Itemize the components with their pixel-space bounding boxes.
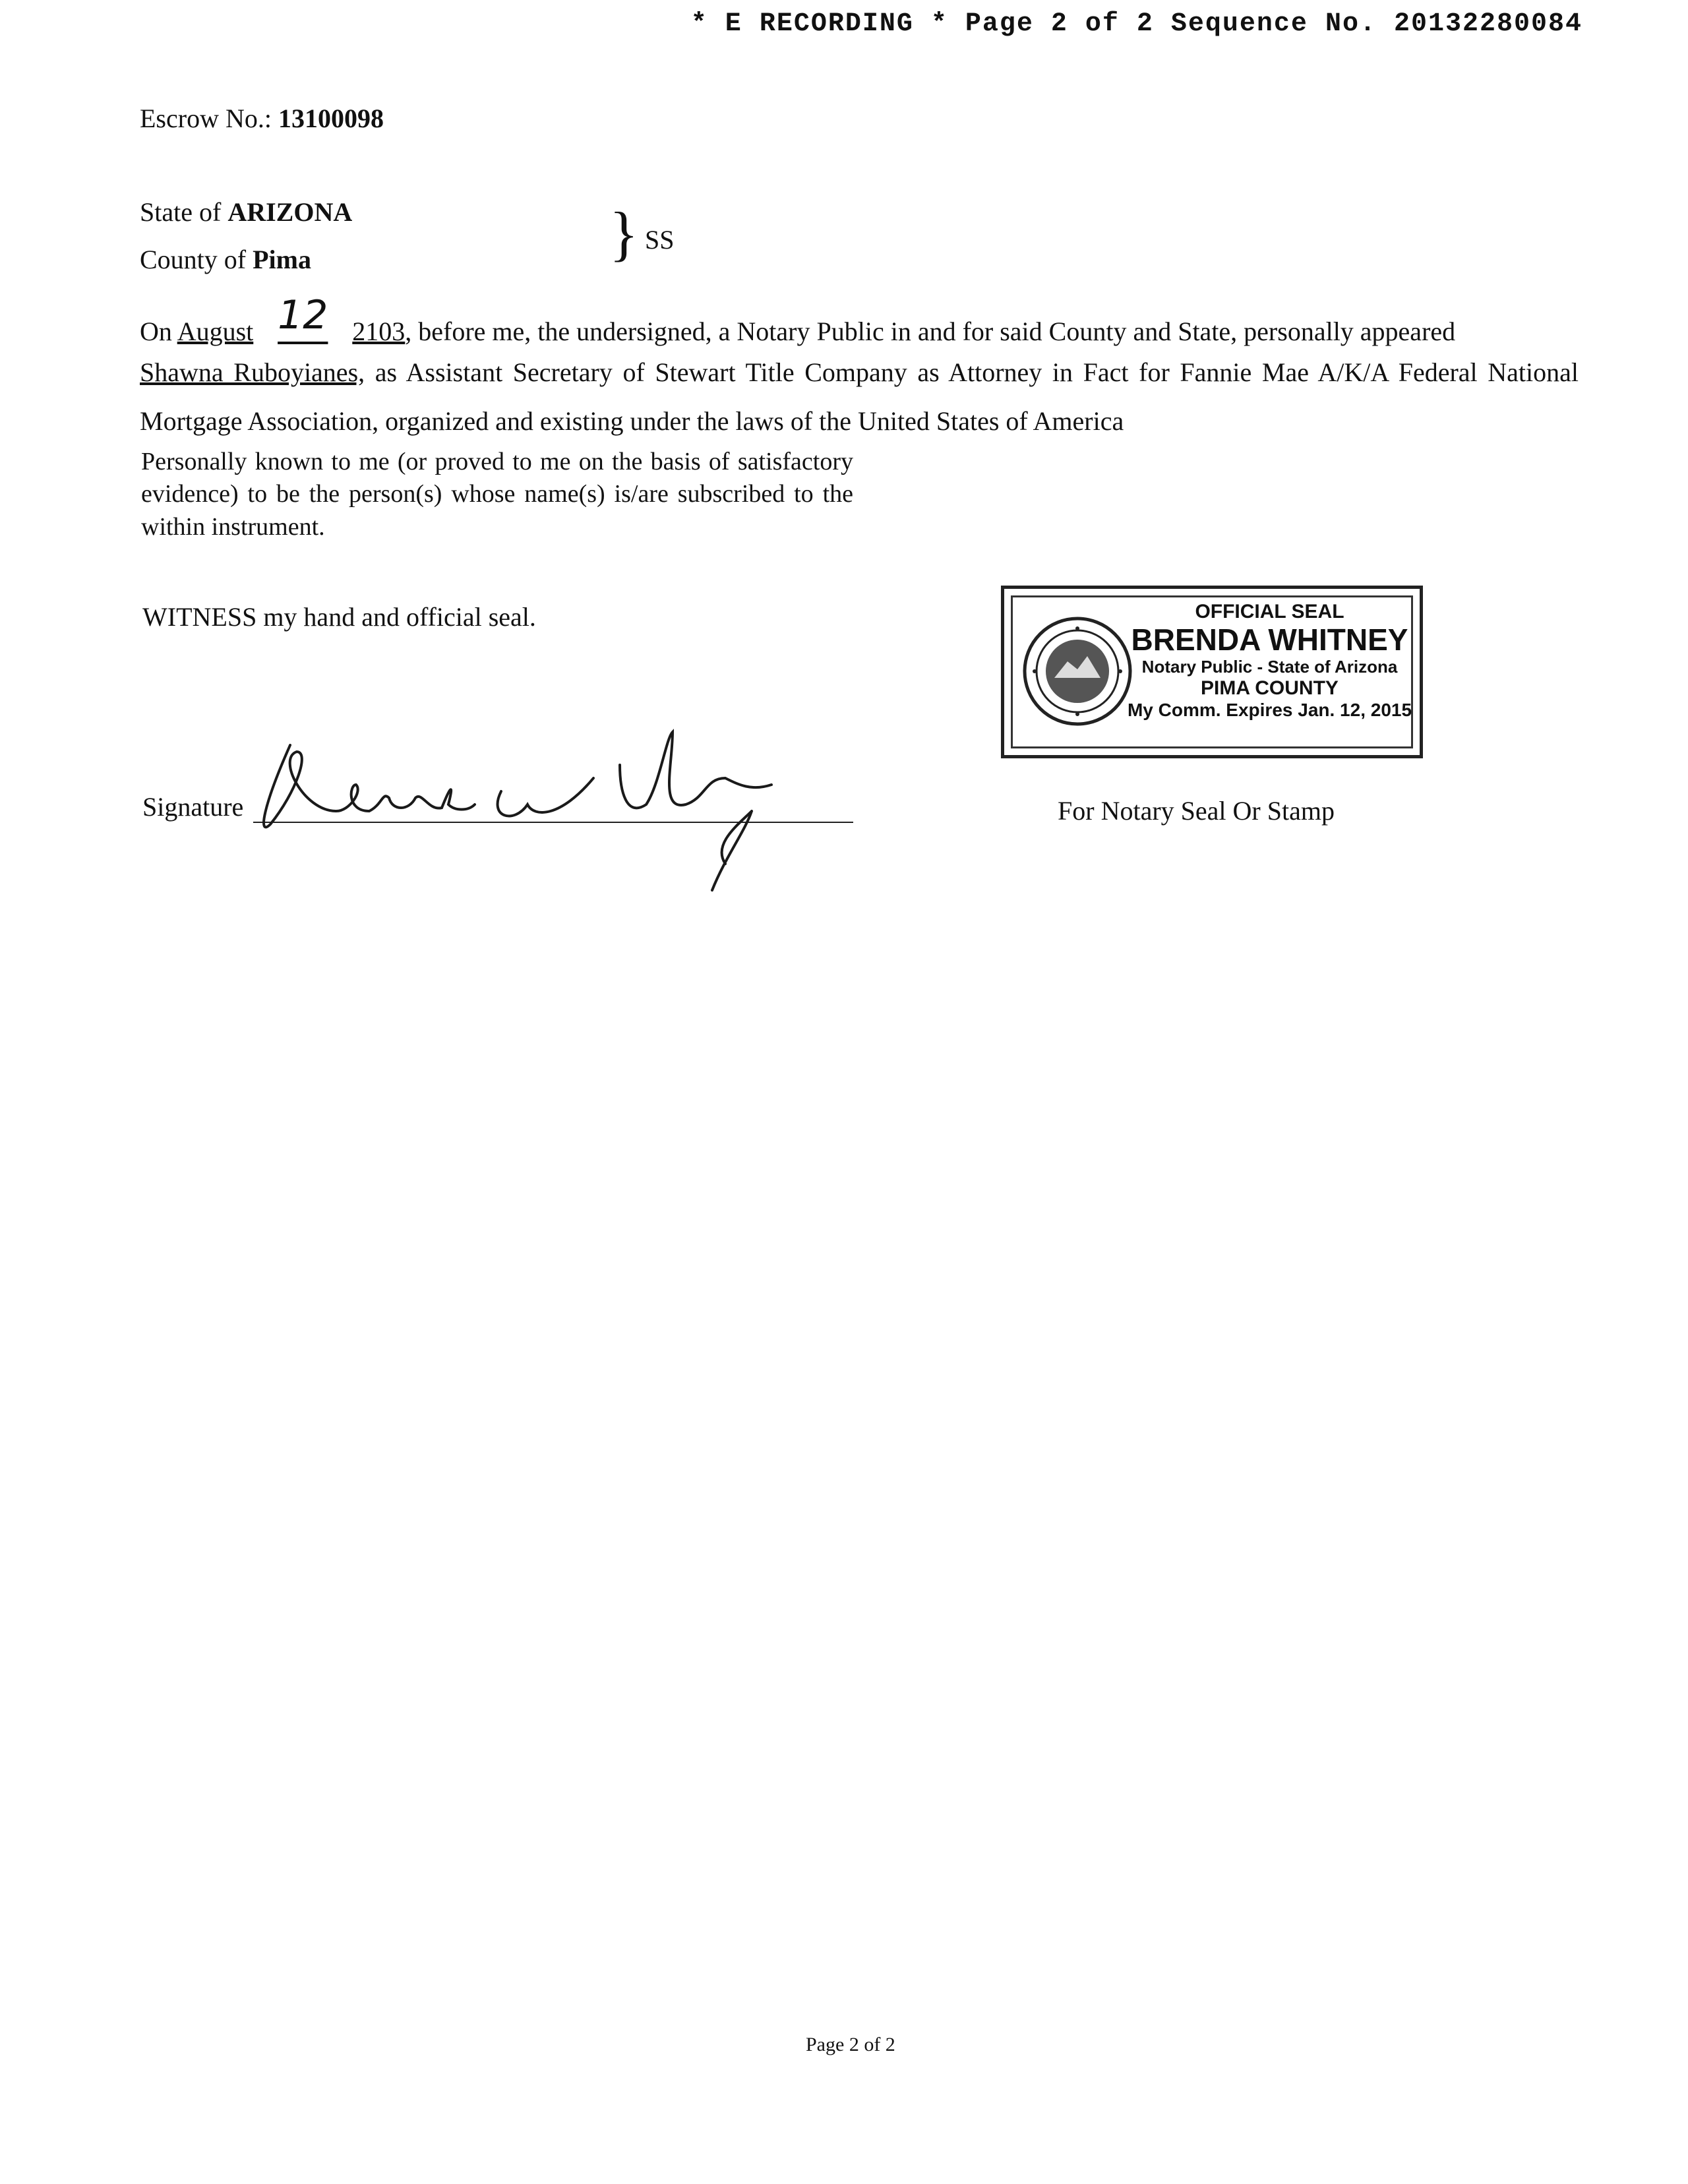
county-line xyxy=(140,244,311,276)
escrow-label: Escrow No.: xyxy=(140,104,272,133)
seal-line-official: OFFICIAL SEAL xyxy=(1195,601,1344,622)
witness-text: WITNESS my hand and official seal. xyxy=(142,602,536,632)
signature-label: Signature xyxy=(142,792,244,822)
seal-line-jurisdiction: Notary Public - State of Arizona xyxy=(1141,656,1398,677)
e-recording-header: * E RECORDING * Page 2 of 2 Sequence No. 20132280084 xyxy=(690,9,1582,39)
ack-day-handwritten-text: 12 xyxy=(278,292,328,338)
ack-text-1: , before me, the undersigned, a Notary Public in and for said County and State, personally appeared xyxy=(405,317,1456,346)
acknowledgment-paragraph xyxy=(140,348,1579,446)
handwritten-signature xyxy=(251,712,818,897)
ack-text-2: as Assistant Secretary of Stewart Title Company as Attorney in Fact for Fannie Mae A/K/A Federal National Mortgage Association, organized and existing under the laws of the United States of America xyxy=(140,357,1579,436)
state-line xyxy=(140,197,352,228)
state-label: State of xyxy=(140,197,222,227)
venue-brace: } xyxy=(609,200,639,267)
escrow-number: 13100098 xyxy=(278,104,384,133)
ack-year: 2103 xyxy=(352,317,406,346)
escrow-number-line xyxy=(140,103,384,135)
acknowledgment-line-1 xyxy=(140,292,1456,351)
notary-seal-text xyxy=(1126,601,1413,721)
on-word: On xyxy=(140,317,172,346)
seal-line-expiration: My Comm. Expires Jan. 12, 2015 xyxy=(1127,699,1412,720)
county-name: Pima xyxy=(253,245,311,274)
seal-line-county: PIMA COUNTY xyxy=(1201,677,1339,699)
ack-day-handwritten xyxy=(253,292,352,351)
arizona-state-seal-icon xyxy=(1021,615,1133,727)
personally-known-paragraph: Personally known to me (or proved to me on the basis of satisfactory evidence) to be the person(s) whose name(s) is/are subscribed to the within instrument. xyxy=(141,448,853,541)
county-label: County of xyxy=(140,245,247,274)
ss-label: SS xyxy=(645,225,675,255)
state-name: ARIZONA xyxy=(227,197,353,227)
ack-month: August xyxy=(177,317,254,346)
notary-seal-stamp xyxy=(1001,586,1423,758)
seal-line-notary-name: BRENDA WHITNEY xyxy=(1131,622,1408,657)
notary-seal-caption: For Notary Seal Or Stamp xyxy=(1058,796,1335,826)
ack-person: Shawna Ruboyianes, xyxy=(140,357,365,387)
page-footer: Page 2 of 2 xyxy=(806,2034,895,2055)
